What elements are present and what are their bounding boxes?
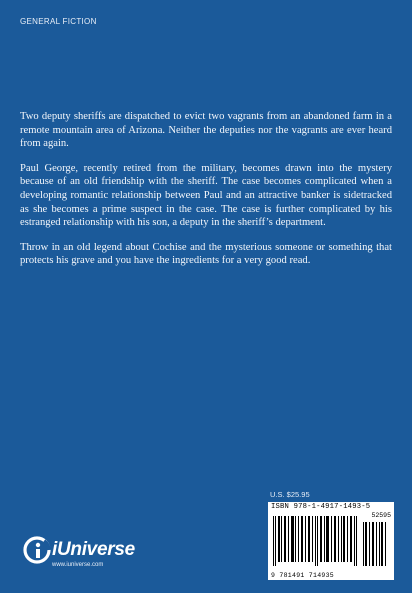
isbn-barcode — [268, 502, 394, 580]
isbn-text: ISBN 978-1-4917-1493-5 — [271, 503, 371, 511]
publisher-url: www.iuniverse.com — [52, 562, 104, 568]
back-cover-blurb — [20, 110, 392, 279]
publisher-name: iUniverse — [52, 539, 135, 560]
blurb-paragraph-1: Two deputy sheriffs are dispatched to evict two vagrants from an abandoned farm in a remote mountain area of Arizona. Neither the deputies nor the vagrants are ever heard from again. — [20, 111, 392, 150]
iuniverse-swirl-icon — [22, 535, 52, 565]
barcode-bars — [271, 512, 391, 570]
publisher-logo — [22, 535, 135, 565]
barcode-digits: 9 781491 714935 — [271, 572, 335, 579]
barcode-addon: 52595 — [371, 512, 391, 519]
blurb-paragraph-3: Throw in an old legend about Cochise and the mysterious someone or something that protects his grave and you have the ingredients for a very good read. — [20, 241, 392, 267]
price: U.S. $25.95 — [270, 490, 310, 499]
blurb-paragraph-2: Paul George, recently retired from the military, becomes drawn into the mystery because of an old friendship with the sheriff. The case becomes complicated when a developing romantic relationship between Paul and an attractive banker is sidetracked as she becomes a prime suspect in the case. The case is further complicated by his estranged relationship with his son, a deputy in the sheriff’s department. — [20, 162, 392, 229]
genre-label: GENERAL FICTION — [20, 17, 97, 26]
